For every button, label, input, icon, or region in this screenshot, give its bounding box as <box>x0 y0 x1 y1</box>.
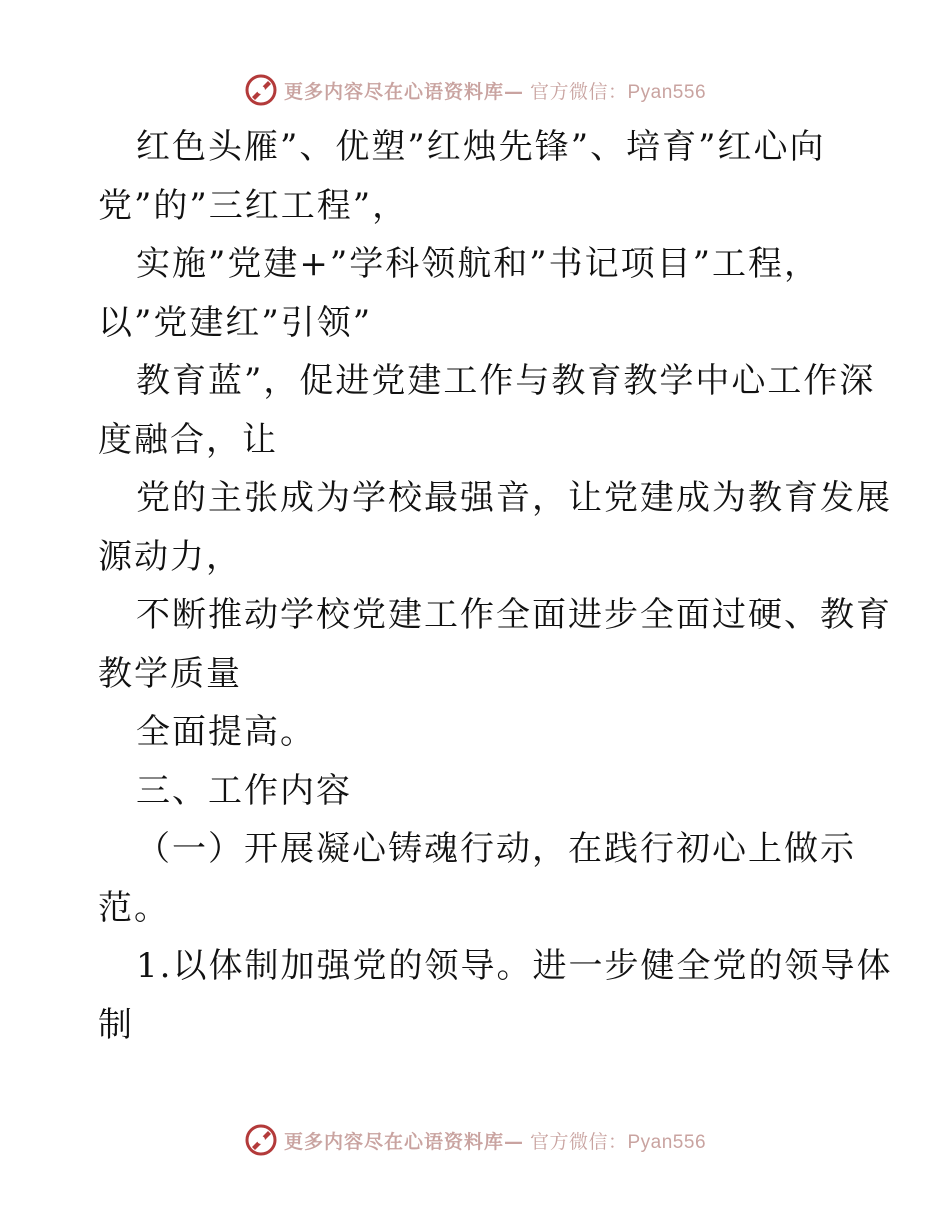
brand-logo-icon <box>244 73 278 107</box>
text-line: 源动力， <box>98 536 242 577</box>
text-line: 1.以体制加强党的领导。进一步健全党的领导体 <box>136 946 893 986</box>
watermark-text: 更多内容尽在心语资料库— <box>283 1130 524 1153</box>
text-line: 教学质量 <box>98 653 242 694</box>
text-line: 不断推动学校党建工作全面进步全面过硬、教育 <box>136 595 892 635</box>
document-body <box>98 118 893 1054</box>
brand-logo-icon <box>244 1123 278 1157</box>
text-line: 以”党建红”引领” <box>98 302 373 343</box>
subsection-heading: （一）开展凝心铸魂行动，在践行初心上做示 <box>136 829 856 869</box>
text-line: 度融合，让 <box>98 419 278 460</box>
footer-watermark <box>0 1120 950 1160</box>
text-line: 党的主张成为学校最强音，让党建成为教育发展 <box>136 478 892 518</box>
watermark-text: 更多内容尽在心语资料库— <box>283 80 524 103</box>
watermark-wechat: 官方微信：Pyan556 <box>530 1131 707 1153</box>
text-line: 范。 <box>98 887 170 928</box>
text-line: 全面提高。 <box>136 712 316 752</box>
text-line: 教育蓝”，促进党建工作与教育教学中心工作深 <box>136 361 876 401</box>
text-line: 制 <box>98 1004 134 1045</box>
text-line: 党”的”三红工程”， <box>98 185 409 226</box>
text-line: 实施”党建+”学科领航和”书记项目”工程， <box>136 244 821 284</box>
text-line: 红色头雁”、优塑”红烛先锋”、培育”红心向 <box>136 127 826 167</box>
section-heading: 三、工作内容 <box>136 770 352 811</box>
header-watermark <box>0 70 950 110</box>
watermark-wechat: 官方微信：Pyan556 <box>530 81 707 103</box>
